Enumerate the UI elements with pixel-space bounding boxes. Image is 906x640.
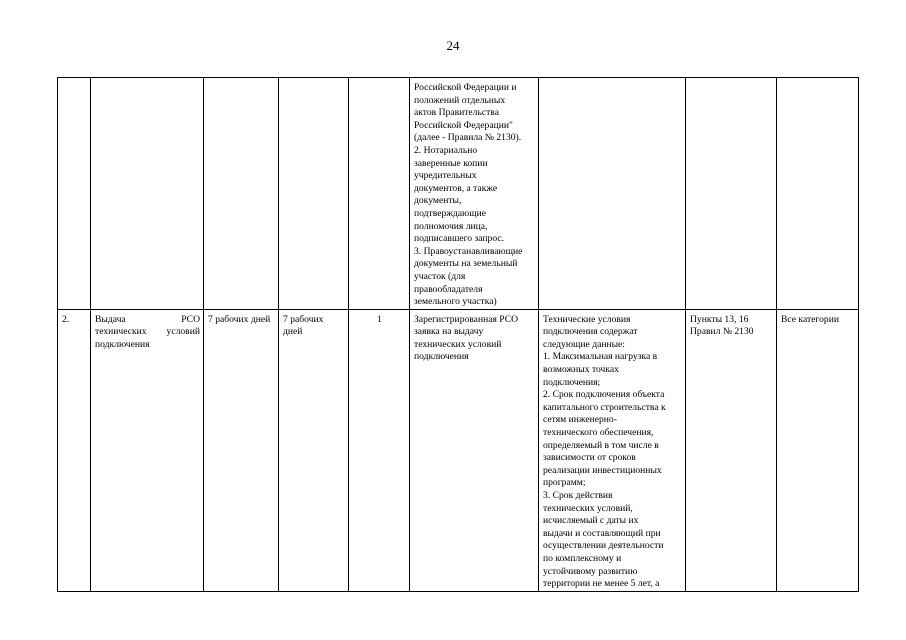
doc-line: подтверждающие: [414, 207, 486, 219]
doc-line: Российской Федерации и: [414, 82, 517, 93]
cell-result-empty: [539, 78, 686, 310]
doc-line: правообладателя: [414, 283, 483, 295]
result-line: 3. Срок действия: [543, 490, 613, 501]
cell-service-name: [91, 309, 204, 591]
result-line: выдачи и составляющий при: [543, 527, 661, 539]
result-line: зависимости от сроков: [543, 452, 636, 464]
table-row-2: [58, 309, 859, 591]
service-line-3: подключения: [95, 338, 150, 350]
result-line: следующие данные:: [543, 338, 625, 350]
cell-legal-empty: [686, 78, 777, 310]
result-line: устойчивому развитию: [543, 565, 638, 577]
doc-line: положений отдельных: [414, 94, 506, 106]
doc-line: актов Правительства: [414, 107, 499, 119]
cell-num-empty: [58, 78, 91, 310]
doc-line: участок (для: [414, 270, 466, 282]
cell-documents: Зарегистрированная РСО заявка на выдачу технических условий подключения: [410, 309, 539, 591]
doc-line: учредительных: [414, 170, 477, 182]
doc-line: земельного участка): [414, 296, 497, 308]
page-number: 24: [446, 38, 460, 53]
services-table: [57, 77, 859, 592]
result-line: 1. Максимальная нагрузка в: [543, 351, 658, 363]
result-line: подключения;: [543, 376, 601, 388]
doc-line: полномочия лица,: [414, 220, 488, 232]
cell-count: 1: [349, 309, 410, 591]
cell-term1-empty: [204, 78, 279, 310]
result-line: программ;: [543, 477, 586, 489]
cell-term-1: 7 рабочих дней: [204, 309, 279, 591]
result-line: осуществлении деятельности: [543, 540, 664, 552]
result-line: технического обеспечения,: [543, 427, 654, 439]
doc-line: Российской Федерации": [414, 119, 513, 131]
result-line: сетям инженерно-: [543, 414, 617, 426]
service-line-2: [95, 326, 200, 339]
cell-term-2: 7 рабочих дней: [279, 309, 349, 591]
cell-row-number: 2.: [58, 309, 91, 591]
result-line: определяемый в том числе в: [543, 439, 659, 451]
service-word: технических: [95, 326, 147, 338]
result-line: подключения содержат: [543, 326, 638, 338]
doc-line: документы,: [414, 195, 462, 207]
service-word: РСО: [181, 313, 200, 325]
result-line: исчисляемый с даты их: [543, 515, 639, 527]
service-word: Выдача: [95, 313, 126, 325]
doc-line: подписавшего запрос.: [414, 233, 505, 245]
cell-documents-continued: [410, 78, 539, 310]
table-row-continued: [58, 78, 859, 310]
result-line: реализации инвестиционных: [543, 464, 662, 476]
result-line: технических условий,: [543, 502, 633, 514]
result-line: 2. Срок подключения объекта: [543, 389, 665, 401]
cell-legal-basis: [686, 309, 777, 591]
cell-term2-empty: [279, 78, 349, 310]
doc-line: заверенные копии: [414, 157, 488, 169]
result-line: возможных точках: [543, 364, 619, 376]
legal-line: Правил № 2130: [690, 326, 754, 338]
result-line: по комплексному и: [543, 552, 622, 564]
result-line: территории не менее 5 лет, а: [543, 578, 660, 590]
result-line: Технические условия: [543, 313, 631, 325]
cell-service-empty: [91, 78, 204, 310]
doc-line: 2. Нотариально: [414, 144, 478, 156]
service-line-1: [95, 314, 200, 327]
doc-line: документы на земельный: [414, 258, 518, 270]
result-line: капитального строительства к: [543, 401, 666, 413]
cell-categories-empty: [777, 78, 859, 310]
cell-categories: Все категории: [777, 309, 859, 591]
cell-count-empty: [349, 78, 410, 310]
legal-line: Пункты 13, 16: [690, 313, 749, 325]
doc-line: документов, а также: [414, 182, 498, 194]
doc-line: (далее - Правила № 2130).: [414, 132, 522, 144]
cell-result: [539, 309, 686, 591]
doc-line: 3. Правоустанавливающие: [414, 245, 523, 257]
service-word: условий: [166, 326, 200, 338]
